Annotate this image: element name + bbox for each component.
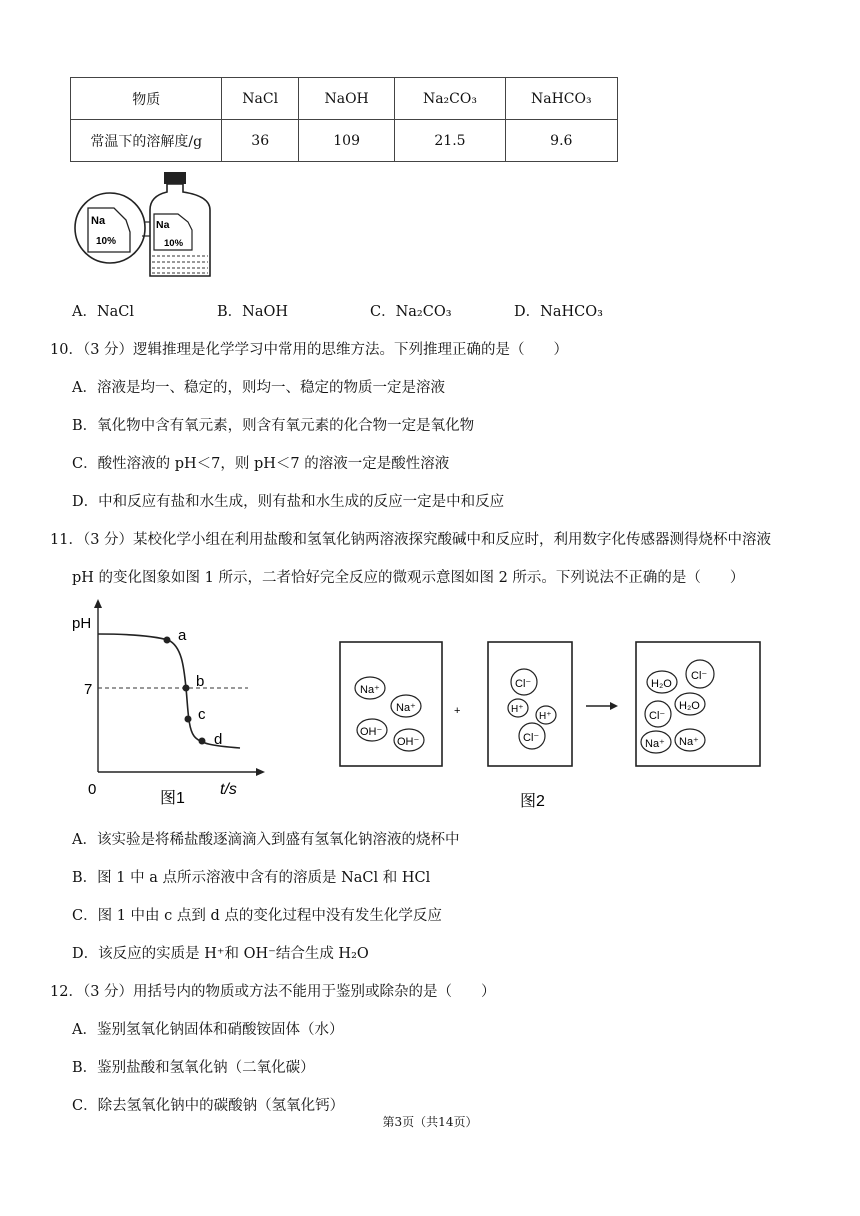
q10-stem: 10．（3 分）逻辑推理是化学学习中常用的思维方法。下列推理正确的是（ ） [50, 342, 569, 358]
q9-option-b: B．NaOH [217, 304, 289, 320]
q12-option-b: B．鉴别盐酸和氢氧化钠（二氧化碳） [72, 1060, 315, 1076]
figure2-caption: 图2 [520, 793, 545, 810]
point-a [164, 637, 171, 644]
point-b [183, 685, 190, 692]
ion-label: Na⁺ [396, 702, 416, 714]
ion-label: Cl⁻ [691, 670, 708, 682]
ion-label: H⁺ [511, 704, 524, 715]
point-d [199, 738, 206, 745]
point-c-label: c [198, 706, 206, 723]
table-cell: 36 [222, 120, 299, 162]
table-row [71, 120, 618, 162]
bottle-label-line1: Na [156, 219, 170, 231]
q12-option-a: A．鉴别氢氧化钠固体和硝酸铵固体（水） [72, 1022, 344, 1038]
q11-option-d: D．该反应的实质是 H⁺和 OH⁻结合生成 H₂O [72, 946, 369, 962]
q10-option-c: C．酸性溶液的 pH＜7，则 pH＜7 的溶液一定是酸性溶液 [72, 456, 450, 472]
q9-option-c: C．Na₂CO₃ [370, 304, 452, 320]
table-cell: 21.5 [395, 120, 505, 162]
table-cell: 109 [298, 120, 394, 162]
table-cell: 常温下的溶解度/g [71, 120, 222, 162]
solubility-table [70, 77, 618, 162]
table-header-row [71, 78, 618, 120]
figure2-micro-diagram [334, 640, 790, 812]
q9-option-a: A．NaCl [72, 304, 135, 320]
ion-label: H⁺ [539, 711, 552, 722]
x-axis-label: t/s [220, 781, 237, 798]
figure1-ph-curve [64, 598, 284, 814]
q12-option-c: C．除去氢氧化钠中的碳酸钠（氢氧化钙） [72, 1098, 345, 1114]
ion-label: OH⁻ [397, 736, 420, 748]
q11-option-b: B．图 1 中 a 点所示溶液中含有的溶质是 NaCl 和 HCl [72, 870, 431, 886]
table-cell: Na₂CO₃ [395, 78, 505, 120]
plus-sign: + [454, 705, 461, 717]
ion-label: Cl⁻ [515, 678, 532, 690]
q11-option-c: C．图 1 中由 c 点到 d 点的变化过程中没有发生化学反应 [72, 908, 442, 924]
table-cell: 物质 [71, 78, 222, 120]
ion-label: Na⁺ [645, 738, 665, 750]
q10-option-a: A．溶液是均一、稳定的，则均一、稳定的物质一定是溶液 [72, 380, 445, 396]
y-tick-7: 7 [84, 681, 93, 698]
q10-option-b: B．氧化物中含有氧元素，则含有氧元素的化合物一定是氧化物 [72, 418, 475, 434]
table-cell: NaCl [222, 78, 299, 120]
ion-label: OH⁻ [360, 726, 383, 738]
ion-label: Cl⁻ [649, 710, 666, 722]
point-a-label: a [178, 627, 187, 644]
reagent-bottle-figure [70, 170, 230, 282]
point-d-label: d [214, 731, 223, 748]
ion-label: Na⁺ [360, 684, 380, 696]
q12-stem: 12．（3 分）用括号内的物质或方法不能用于鉴别或除杂的是（ ） [50, 984, 496, 1000]
y-axis-label: pH [72, 615, 92, 632]
bottle-cap-icon [164, 172, 186, 184]
q11-stem-line2: pH 的变化图象如图 1 所示，二者恰好完全反应的微观示意图如图 2 所示。下列说法不正确的是（ ） [72, 570, 745, 586]
table-cell: 9.6 [505, 120, 617, 162]
bottle-label-line2: 10% [164, 238, 184, 249]
molecule-label: H₂O [651, 678, 672, 690]
ion-label: Na⁺ [679, 736, 699, 748]
page-footer: 第3页（共14页） [382, 1115, 478, 1129]
q11-option-a: A．该实验是将稀盐酸逐滴滴入到盛有氢氧化钠溶液的烧杯中 [72, 832, 460, 848]
magnified-label-line1: Na [91, 215, 106, 227]
point-b-label: b [196, 673, 205, 690]
molecule-label: H₂O [679, 700, 700, 712]
figure1-caption: 图1 [160, 790, 185, 807]
origin-label: 0 [88, 781, 97, 798]
table-cell: NaOH [298, 78, 394, 120]
box-hcl [488, 642, 572, 766]
q9-option-d: D．NaHCO₃ [514, 304, 603, 320]
table-cell: NaHCO₃ [505, 78, 617, 120]
ion-label: Cl⁻ [523, 732, 540, 744]
point-c [185, 716, 192, 723]
magnified-label-line2: 10% [96, 236, 117, 247]
q11-stem-line1: 11．（3 分）某校化学小组在利用盐酸和氢氧化钠两溶液探究酸碱中和反应时，利用数字化传感器测得烧杯中溶液 [50, 532, 772, 548]
q10-option-d: D．中和反应有盐和水生成，则有盐和水生成的反应一定是中和反应 [72, 494, 505, 510]
